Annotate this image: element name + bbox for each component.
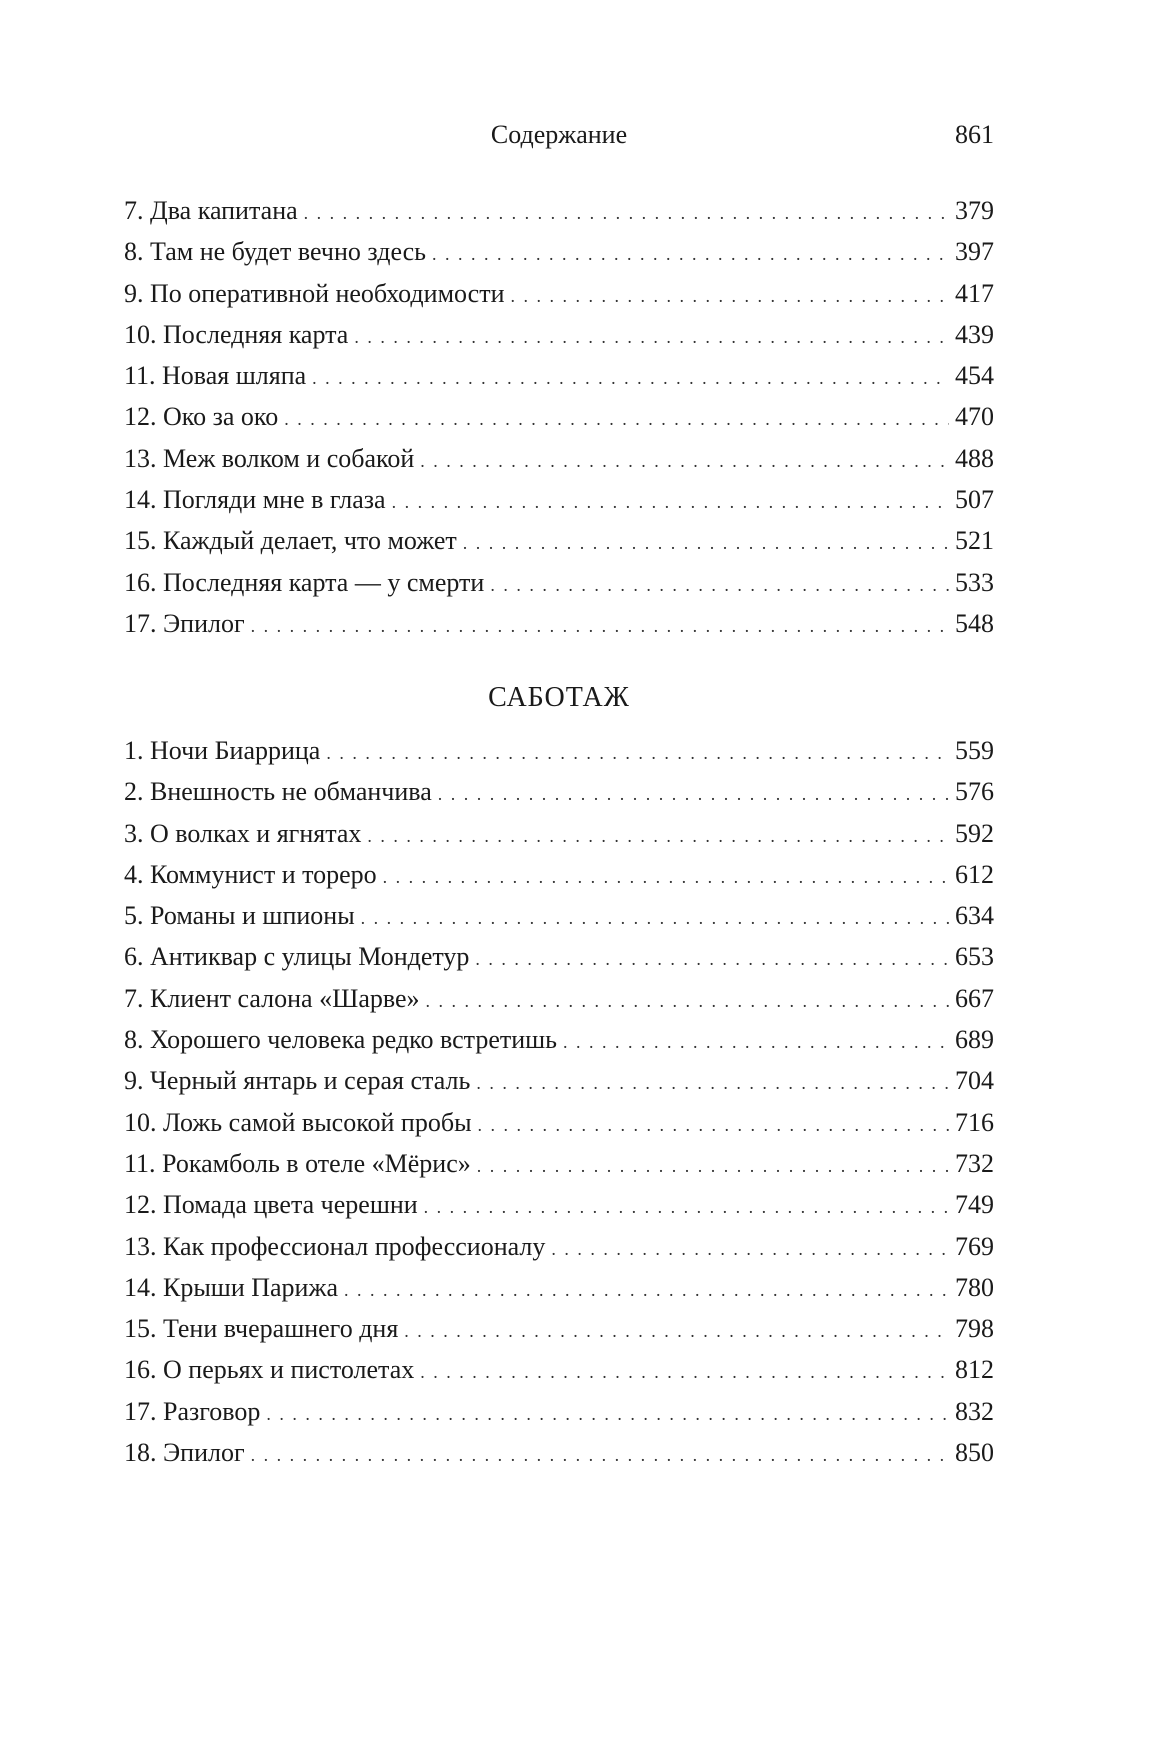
dot-leader xyxy=(383,857,949,898)
running-head xyxy=(124,116,994,156)
toc-entry-title: 2. Внешность не обманчива xyxy=(124,777,432,807)
dot-leader xyxy=(432,234,949,275)
toc-entry-title: 7. Клиент салона «Шарве» xyxy=(124,983,420,1013)
toc-entry-title: 13. Меж волком и собакой xyxy=(124,443,415,473)
toc-entry-title: 7. Два капитана xyxy=(124,196,298,225)
dot-leader xyxy=(463,523,949,564)
toc-entry-page: 559 xyxy=(955,736,994,765)
toc-entry-title: 14. Погляди мне в глаза xyxy=(124,485,386,515)
toc-entry-title: 17. Эпилог xyxy=(124,608,245,638)
toc-entry-title: 16. О перьях и пистолетах xyxy=(124,1355,415,1385)
toc-entry-page: 533 xyxy=(955,567,994,597)
toc-entry-title: 10. Ложь самой высокой пробы xyxy=(124,1107,472,1137)
toc-entry-page: 576 xyxy=(955,777,994,807)
toc-entry xyxy=(124,355,994,396)
toc-entry xyxy=(124,1349,994,1390)
toc-entry xyxy=(124,231,994,272)
toc-entry xyxy=(124,1267,994,1308)
toc-entry-page: 812 xyxy=(955,1355,994,1385)
toc-entry-page: 850 xyxy=(955,1438,994,1468)
toc-entry-title: 16. Последняя карта — у смерти xyxy=(124,567,485,597)
dot-leader xyxy=(475,939,949,980)
toc-entry-title: 18. Эпилог xyxy=(124,1438,245,1468)
page-number: 861 xyxy=(955,120,994,149)
dot-leader xyxy=(266,1394,949,1435)
toc-entry-page: 612 xyxy=(955,859,994,889)
toc-entry-page: 417 xyxy=(955,278,994,308)
dot-leader xyxy=(476,1063,949,1104)
toc-entry-page: 798 xyxy=(955,1314,994,1344)
toc-entry xyxy=(124,520,994,561)
toc-entry-title: 8. Там не будет вечно здесь xyxy=(124,237,427,267)
toc-entry xyxy=(124,730,994,771)
toc-entry-page: 548 xyxy=(955,608,994,638)
dot-leader xyxy=(490,565,949,606)
dot-leader xyxy=(367,816,949,857)
toc-entry-page: 488 xyxy=(955,443,994,473)
toc-entry xyxy=(124,771,994,812)
dot-leader xyxy=(478,1105,949,1146)
toc-entry-page: 507 xyxy=(955,485,994,515)
toc-entry xyxy=(124,562,994,603)
dot-leader xyxy=(344,1270,949,1311)
toc-entry-title: 5. Романы и шпионы xyxy=(124,901,355,931)
toc-entry-title: 12. Око за око xyxy=(124,402,279,432)
toc-entry xyxy=(124,396,994,437)
toc-entry-page: 769 xyxy=(955,1231,994,1261)
toc-entry xyxy=(124,813,994,854)
toc-entry-page: 470 xyxy=(955,402,994,432)
toc-entry-title: 15. Каждый делает, что может xyxy=(124,526,457,556)
toc-entry-title: 17. Разговор xyxy=(124,1396,261,1426)
toc-entry xyxy=(124,978,994,1019)
dot-leader xyxy=(251,1435,949,1476)
toc-entry xyxy=(124,1102,994,1143)
toc-entry xyxy=(124,438,994,479)
dot-leader xyxy=(284,399,949,440)
toc-entry xyxy=(124,190,994,231)
dot-leader xyxy=(304,193,949,234)
dot-leader xyxy=(420,1352,949,1393)
dot-leader xyxy=(477,1146,949,1187)
toc-entry-page: 397 xyxy=(955,237,994,267)
toc-entry-page: 689 xyxy=(955,1025,994,1055)
toc-entry xyxy=(124,1226,994,1267)
dot-leader xyxy=(420,441,949,482)
toc-entry-title: 13. Как профессионал профессионалу xyxy=(124,1231,546,1261)
toc-entry-page: 832 xyxy=(955,1396,994,1426)
toc-entry-page: 716 xyxy=(955,1107,994,1137)
toc-entry-page: 667 xyxy=(955,983,994,1013)
toc-entry-page: 439 xyxy=(955,319,994,349)
toc-entry xyxy=(124,1184,994,1225)
toc-entry-page: 521 xyxy=(955,526,994,556)
toc-list-part1 xyxy=(124,190,994,644)
toc-entry-page: 454 xyxy=(955,361,994,391)
dot-leader xyxy=(563,1022,949,1063)
toc-entry-page: 704 xyxy=(955,1066,994,1096)
dot-leader xyxy=(392,482,949,523)
toc-entry-title: 11. Новая шляпа xyxy=(124,361,307,391)
dot-leader xyxy=(326,733,949,774)
toc-entry-title: 8. Хорошего человека редко встретишь xyxy=(124,1025,558,1055)
running-title: Содержание xyxy=(490,120,628,149)
dot-leader xyxy=(424,1187,949,1228)
toc-entry xyxy=(124,854,994,895)
toc-entry-title: 14. Крыши Парижа xyxy=(124,1272,338,1302)
toc-entry xyxy=(124,1432,994,1473)
toc-entry xyxy=(124,1060,994,1101)
toc-entry xyxy=(124,1308,994,1349)
toc-entry xyxy=(124,895,994,936)
dot-leader xyxy=(251,606,949,647)
dot-leader xyxy=(361,898,949,939)
toc-entry xyxy=(124,479,994,520)
toc-entry-title: 15. Тени вчерашнего дня xyxy=(124,1314,399,1344)
toc-entry-title: 3. О волках и ягнятах xyxy=(124,818,362,848)
toc-entry-title: 10. Последняя карта xyxy=(124,319,349,349)
toc-entry xyxy=(124,1143,994,1184)
toc-entry-title: 9. По оперативной необходимости xyxy=(124,278,505,308)
dot-leader xyxy=(404,1311,949,1352)
toc-entry xyxy=(124,603,994,644)
toc-entry-page: 634 xyxy=(955,901,994,931)
toc-entry-title: 6. Антиквар с улицы Мондетур xyxy=(124,942,470,972)
dot-leader xyxy=(312,358,949,399)
toc-entry xyxy=(124,1019,994,1060)
toc-entry xyxy=(124,936,994,977)
toc-entry-title: 12. Помада цвета черешни xyxy=(124,1190,418,1220)
toc-entry-page: 653 xyxy=(955,942,994,972)
dot-leader xyxy=(354,317,949,358)
toc-entry-page: 749 xyxy=(955,1190,994,1220)
toc-entry xyxy=(124,314,994,355)
toc-entry-title: 1. Ночи Биаррица xyxy=(124,736,321,765)
dot-leader xyxy=(511,276,950,317)
dot-leader xyxy=(438,774,949,815)
toc-entry-page: 732 xyxy=(955,1148,994,1178)
toc-entry-title: 9. Черный янтарь и серая сталь xyxy=(124,1066,471,1096)
toc-entry xyxy=(124,1391,994,1432)
toc-entry xyxy=(124,273,994,314)
section-heading: САБОТАЖ xyxy=(488,682,630,713)
toc-entry-page: 379 xyxy=(955,196,994,225)
dot-leader xyxy=(551,1229,949,1270)
toc-entry-page: 780 xyxy=(955,1272,994,1302)
toc-entry-title: 4. Коммунист и тореро xyxy=(124,859,377,889)
toc-entry-title: 11. Рокамболь в отеле «Мёрис» xyxy=(124,1148,471,1178)
toc-list-part2 xyxy=(124,730,994,1473)
dot-leader xyxy=(426,981,949,1022)
toc-entry-page: 592 xyxy=(955,818,994,848)
